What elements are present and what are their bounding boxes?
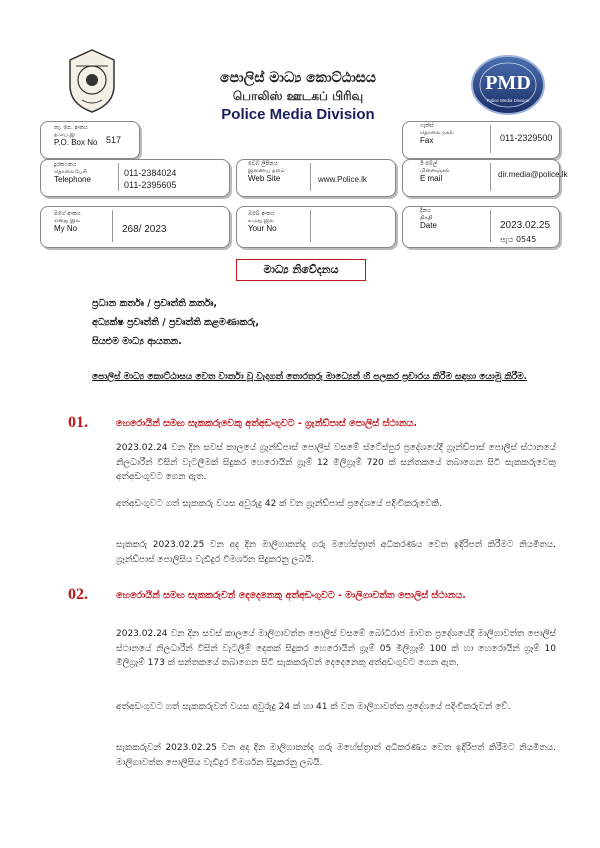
po-box-label: තැ. පෙ. අංකය த.பெ.இ P.O. Box No [54, 125, 98, 147]
your-no-divider [310, 210, 311, 242]
subject-line: පොලිස් මාධ්‍ය කොට්ඨාසය වෙත වාර්තා වූ වැදගත් තොරතුරු මාධ්‍යෙන් හි පලකර ප්‍රචාරය කිරීම සඳහා යොමු කිරීම. [92, 372, 528, 382]
my-no-value: 268/ 2023 [122, 224, 167, 235]
your-no-label: ඔබේ අංකය உமது இல Your No [248, 211, 277, 233]
addressee-1: ප්‍රධාන කර්තෘ / ප්‍රවෘත්ති කර්තෘ, [92, 298, 218, 309]
telephone-divider [118, 163, 119, 191]
fax-value: 011-2329500 [500, 133, 553, 143]
time-value: පැය 0545 [500, 235, 537, 244]
website-divider [310, 163, 311, 191]
item-1-paragraph-2: අත්අඩංගුවට ගත් සැකකරු වයස අවුරුදු 42 ක් වන ග්‍රෑන්ඩ්පාස් ප්‍රදේශයේ පදිංචිකරුවෙකි. [116, 499, 442, 509]
fax-label: ෆැක්ස් தொலை நகல் Fax [420, 123, 454, 145]
date-label: දිනය திகதி Date [420, 208, 437, 230]
item-2-number: 02. [68, 586, 88, 603]
email-label: ඊ මේල් மின்னஞ்சல் E mail [420, 161, 450, 183]
my-no-label: මගේ අංකය எனது இல My No [54, 211, 81, 233]
website-link[interactable]: www.Police.lk [318, 175, 367, 184]
email-divider [490, 163, 491, 191]
my-no-divider [112, 210, 113, 242]
police-emblem [62, 46, 122, 116]
notice-title: මාධ්‍ය නිවේදනය [263, 263, 339, 276]
telephone-value-2: 011-2395605 [124, 180, 177, 190]
date-divider [490, 210, 491, 242]
website-label: වෙබ් ලිපිනය இணைய தளம் Web Site [248, 161, 285, 183]
pmd-logo-text: PMD [485, 72, 531, 94]
pmd-logo-ring-text: Police Media Division [486, 98, 530, 103]
date-value: 2023.02.25 [500, 220, 551, 231]
telephone-value-1: 011-2384024 [124, 168, 177, 178]
po-box-value: 517 [106, 135, 122, 145]
item-1-number: 01. [68, 414, 88, 431]
item-1-heading: හෙරොයින් සමඟ සැකකරුවෙකු අත්අඩංගුවට - ග්‍රෑන්ඩ්පාස් පොලිස් ස්ථානය. [116, 418, 417, 429]
item-2-paragraph-2: අත්අඩංගුවට ගත් සැකකරුවන් වයස අවුරුදු 24 ක් හා 41 ක් වන මාලිගාවත්ත ප්‍රදේශයේ පදිංචිකරුවන් වේ. [116, 702, 511, 712]
email-link[interactable]: dir.media@police.lk [498, 170, 568, 179]
title-sinhala: පොලිස් මාධ්‍ය කොට්ඨාසය [220, 70, 376, 86]
telephone-label: දුරකථනය தொலைபேசி Telephone [54, 162, 91, 184]
item-1-paragraph-1: 2023.02.24 වන දින සවස් කාලයේ ග්‍රෑන්ඩ්පාස් පොලිස් වසමේ ස්ටේස්පුර ප්‍රදේශයේදී ග්‍රෑන්ඩ්පාස් පොලිස් ස්ථානයේ නිලධාරීන් විසින් වැටලීමක් සිදුකර හෙරොයින් ග්‍රෑම් 12 මිලිග්‍රෑම් 720 ක් සන්තකයේ තබාගෙන සිටි සැකකරුවෙකු අත්අඩංගුවට ගෙන ඇත. [116, 443, 556, 482]
item-1-paragraph-3: සැකකරු 2023.02.25 වන අද දින මාලිගාකන්ද ගරු මහේස්ත්‍රාත් අධිකරණය වෙත ඉදිරිපත් කිරීමට නියමිතය. ග්‍රෑන්ඩ්පාස් පොලිසිය වැඩිදුර විමර්ශන සිදුකරනු ලබයි. [116, 540, 556, 565]
title-tamil: பொலிஸ் ஊடகப் பிரிவு [232, 89, 364, 103]
addressee-2: අධ්‍යක්ෂ ප්‍රවෘත්ති / ප්‍රවෘත්ති කළමණාකරු, [92, 317, 259, 328]
item-2-paragraph-1: 2023.02.24 වන දින සවස් කාලයේ මාලිගාවත්ත පොලිස් වසමේ බෝධිරාජ මාවත ප්‍රදේශයේදී මාලිගාවත්ත පොලිස් ස්ථානයේ නිලධාරීන් විසින් වැටලීම් දෙකක් සිදුකර හෙරොයින් ග්‍රෑම් 05 මිලිග්‍රෑම් 100 ක් හා හෙරොයින් ග්‍රෑම් 10 මිලිග්‍රෑම් 173 ක් සන්තකයේ තබාගෙන සිටි සැකකරුවන් දෙදෙනෙකු අත්අඩංගුවට ගෙන ඇත. [116, 629, 556, 668]
fax-divider [490, 125, 491, 153]
addressee-3: සියළුම මාධ්‍ය ආයතන. [92, 336, 182, 347]
title-english: Police Media Division [221, 106, 375, 123]
item-2-heading: හෙරොයින් සමඟ සැකකරුවන් දෙදෙනෙකු අත්අඩංගුවට - මාලිගාවත්ත පොලිස් ස්ථානය. [116, 590, 466, 601]
pmd-logo [470, 54, 546, 116]
item-2-paragraph-3: සැකකරුවන් 2023.02.25 වන අද දින මාලිගාකන්ද ගරු මහේස්ත්‍රාත් අධිකරණය වෙත ඉදිරිපත් කිරීමට නියමිතය. මාලිගාවත්ත පොලිසිය වැඩිදුර විමර්ශන සිදුකරනු ලබයි. [116, 743, 556, 768]
